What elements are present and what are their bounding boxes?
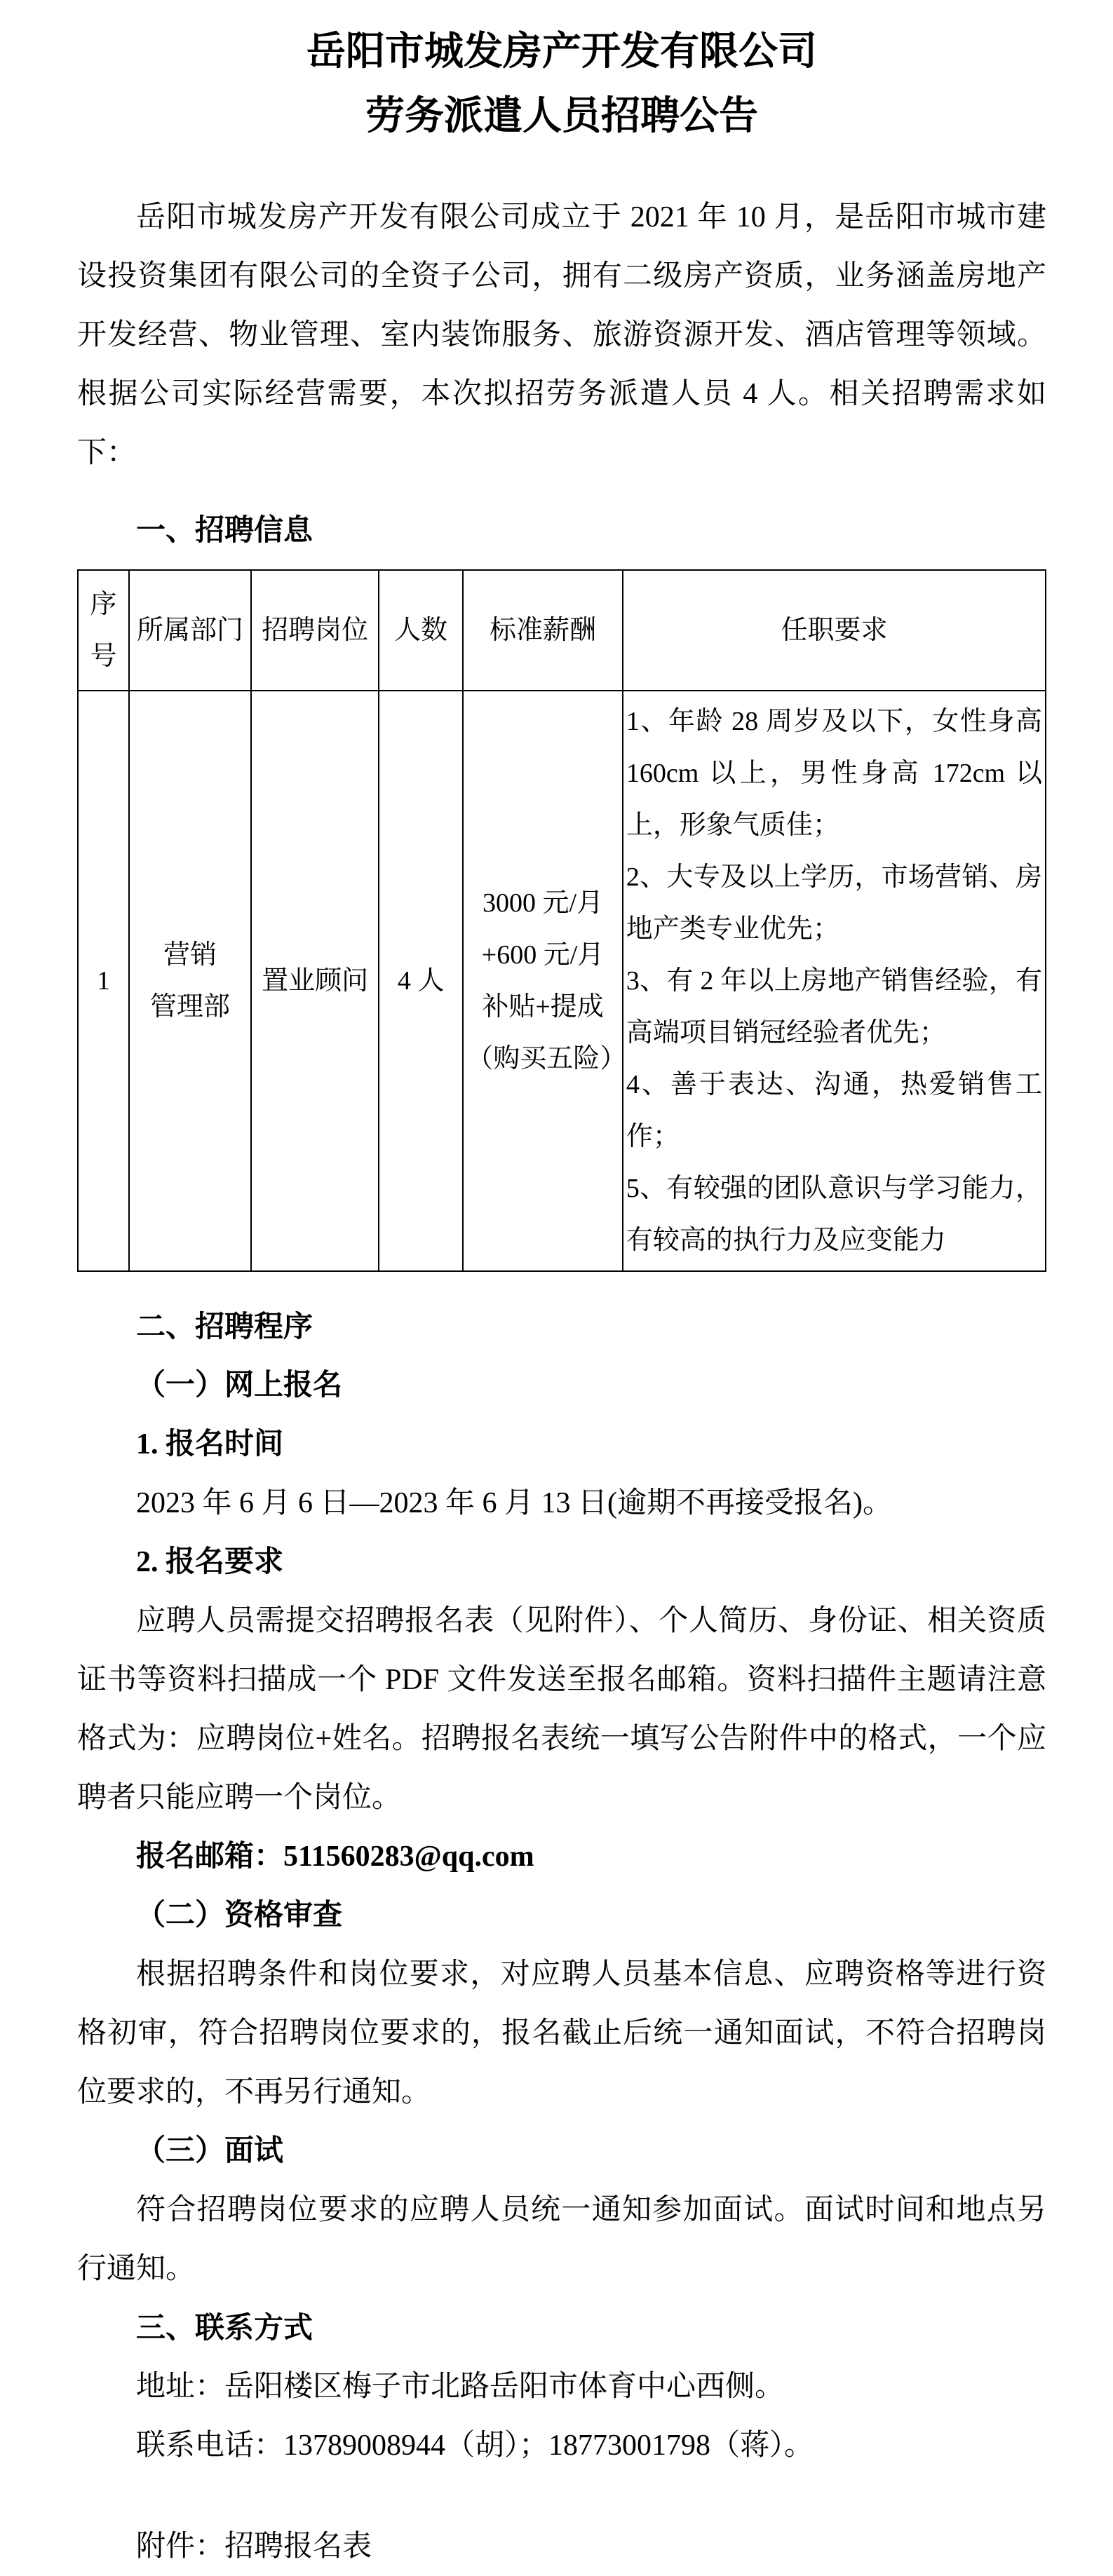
attachment-line: 附件：招聘报名表 <box>136 2530 372 2563</box>
cell-headcount: 4 人 <box>379 691 463 1271</box>
cell-salary <box>463 691 627 1271</box>
section-heading-procedure: 二、招聘程序 <box>136 1310 313 1343</box>
contact-address: 地址：岳阳楼区梅子市北路岳阳市体育中心西侧。 <box>136 2371 785 2403</box>
signup-time-text: 2023 年 6 月 6 日—2023 年 6 月 13 日(逾期不再接受报名)。 <box>136 1487 892 1519</box>
header-cell-salary: 标准薪酬 <box>463 570 623 691</box>
doc-title-line2: 劳务派遣人员招聘公告 <box>365 95 758 138</box>
recruit-table <box>77 569 1046 1272</box>
subsection-heading-qualification: （二）资格审查 <box>136 1899 343 1932</box>
signup-email-line: 报名邮箱：511560283@qq.com <box>136 1841 534 1873</box>
cell-requirements <box>623 691 1046 1271</box>
requirement-item-1: 1、年龄 28 周岁及以下，女性身高 160cm 以上，男性身高 172cm 以上，形象气质佳； <box>626 707 1042 840</box>
cell-seq: 1 <box>78 691 129 1271</box>
section-heading-contact: 三、联系方式 <box>136 2311 313 2344</box>
requirement-item-3: 3、有 2 年以上房地产销售经验，有高端项目销冠经验者优先； <box>626 966 1042 1048</box>
doc-title-line1: 岳阳市城发房产开发有限公司 <box>306 30 817 74</box>
salary-line1: 3000 元/月 <box>483 888 604 918</box>
requirement-item-4: 4、善于表达、沟通，热爱销售工作； <box>626 1070 1042 1151</box>
intro-paragraph: 岳阳市城发房产开发有限公司成立于 2021 年 10 月，是岳阳市城市建设投资集团有限公司的全资子公司，拥有二级房产资质，业务涵盖房地产开发经营、物业管理、室内装饰服务、旅游资源开发、酒店管理等领域。根据公司实际经营需要，本次拟招劳务派遣人员 4 人。相关招聘需求如下： <box>77 201 1046 469</box>
contact-phone: 联系电话：13789008944（胡）；18773001798（蒋）。 <box>136 2429 814 2462</box>
recruit-table-header-row <box>78 570 1046 691</box>
requirement-item-5: 5、有较强的团队意识与学习能力，有较高的执行力及应变能力 <box>626 1174 1042 1255</box>
header-cell-headcount: 人数 <box>379 570 463 691</box>
interview-text: 符合招聘岗位要求的应聘人员统一通知参加面试。面试时间和地点另行通知。 <box>77 2194 1046 2285</box>
cell-department-line2: 管理部 <box>150 992 231 1022</box>
header-cell-department: 所属部门 <box>129 570 251 691</box>
cell-department <box>129 691 251 1271</box>
requirement-item-2: 2、大专及以上学历，市场营销、房地产类专业优先； <box>626 862 1042 944</box>
subheading-signup-requirements: 2. 报名要求 <box>136 1546 284 1578</box>
subheading-signup-time: 1. 报名时间 <box>136 1428 284 1460</box>
header-cell-requirements: 任职要求 <box>623 570 1046 691</box>
salary-line4: （购买五险） <box>466 1044 627 1073</box>
recruit-table-row <box>78 691 1046 1271</box>
salary-line3: 补贴+提成 <box>482 992 604 1022</box>
subsection-heading-interview: （三）面试 <box>136 2135 284 2167</box>
cell-department-line1: 营销 <box>163 940 217 970</box>
header-cell-position: 招聘岗位 <box>251 570 379 691</box>
doc-title <box>77 20 1046 149</box>
qualification-text: 根据招聘条件和岗位要求，对应聘人员基本信息、应聘资格等进行资格初审，符合招聘岗位要求的，报名截止后统一通知面试，不符合招聘岗位要求的，不再另行通知。 <box>77 1958 1046 2108</box>
header-cell-seq: 序号 <box>78 570 129 691</box>
subsection-heading-online-signup: （一）网上报名 <box>136 1369 343 1402</box>
cell-position: 置业顾问 <box>251 691 379 1271</box>
signup-requirements-text: 应聘人员需提交招聘报名表（见附件）、个人简历、身份证、相关资质证书等资料扫描成一个 PDF 文件发送至报名邮箱。资料扫描件主题请注意格式为：应聘岗位+姓名。招聘报名表统一填写公告附件中的格式，一个应聘者只能应聘一个岗位。 <box>77 1605 1046 1814</box>
salary-line2: +600 元/月 <box>481 940 605 970</box>
section-heading-recruit-info: 一、招聘信息 <box>136 513 313 546</box>
